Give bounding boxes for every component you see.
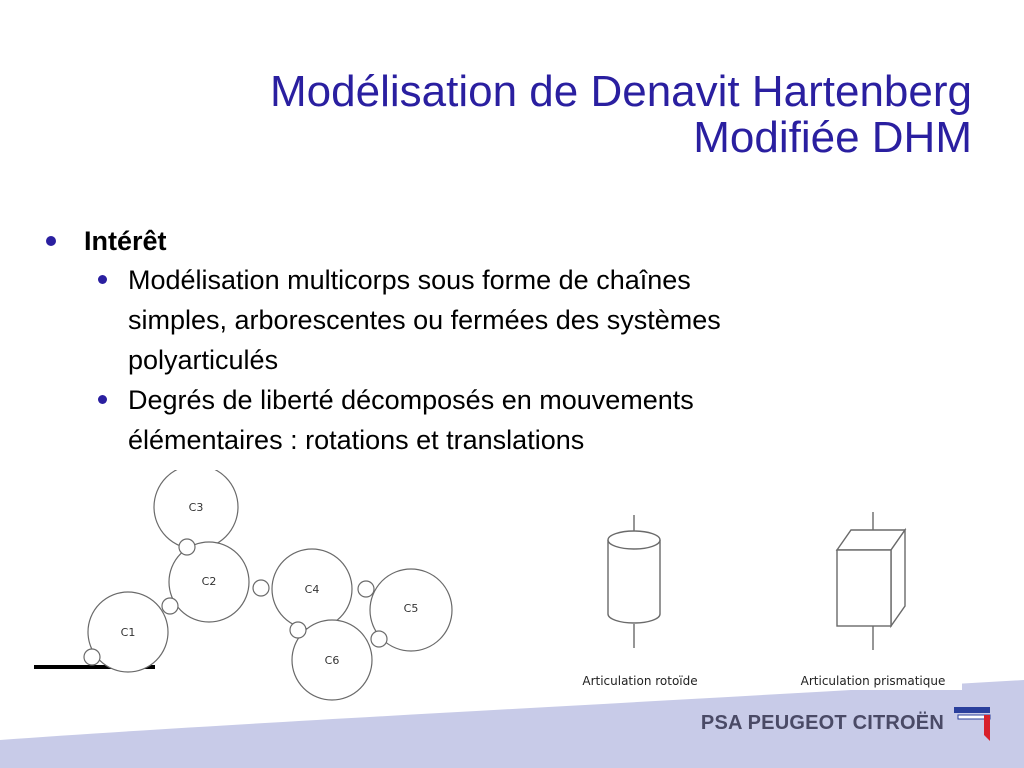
sub-bullet-2-line-2: élémentaires : rotations et translations — [128, 425, 585, 455]
body-label-c5: C5 — [403, 602, 419, 615]
sub-bullet-2-line-1: Degrés de liberté décomposés en mouvements — [128, 385, 694, 415]
bullet-list — [40, 222, 940, 460]
bullet-dot-icon — [46, 236, 56, 246]
bullet-dot-icon — [98, 275, 107, 284]
joint-c4-c5 — [358, 581, 374, 597]
brand-flag-icon — [954, 703, 994, 743]
body-label-c2: C2 — [201, 575, 217, 588]
joint-ground-c1 — [84, 649, 100, 665]
joint-c2-c1 — [162, 598, 178, 614]
bullet-dot-icon — [98, 395, 107, 404]
sub-bullet-2 — [84, 380, 888, 460]
sub-bullet-1-line-2: simples, arborescentes ou fermées des systèmes — [128, 305, 721, 335]
slide-title — [72, 69, 972, 161]
body-label-c6: C6 — [324, 654, 340, 667]
joint-c5-c6 — [371, 631, 387, 647]
sub-bullet-1-line-3: polyarticulés — [128, 345, 279, 375]
sub-bullet-1-line-1: Modélisation multicorps sous forme de chaînes — [128, 265, 691, 295]
prismatic-joint-icon — [837, 512, 905, 650]
body-label-c1: C1 — [120, 626, 136, 639]
company-logo — [701, 698, 994, 748]
slide-title-line-2: Modifiée DHM — [693, 113, 972, 163]
joint-c2-c4 — [253, 580, 269, 596]
heading-bullet — [40, 222, 940, 260]
body-label-c4: C4 — [304, 583, 320, 596]
body-label-c3: C3 — [188, 501, 204, 514]
joint-c4-c6 — [290, 622, 306, 638]
rotoid-joint-label: Articulation rotoïde — [582, 674, 698, 688]
heading-text: Intérêt — [84, 226, 167, 256]
prismatic-joint-label: Articulation prismatique — [800, 674, 946, 688]
slide-title-line-1: Modélisation de Denavit Hartenberg — [270, 67, 972, 117]
company-logo-text: PSA PEUGEOT CITROËN — [700, 711, 944, 734]
sub-bullet-1 — [84, 260, 888, 380]
rotoid-joint-icon — [608, 515, 660, 648]
multibody-tree-diagram — [34, 470, 452, 700]
joint-c3-c2 — [179, 539, 195, 555]
